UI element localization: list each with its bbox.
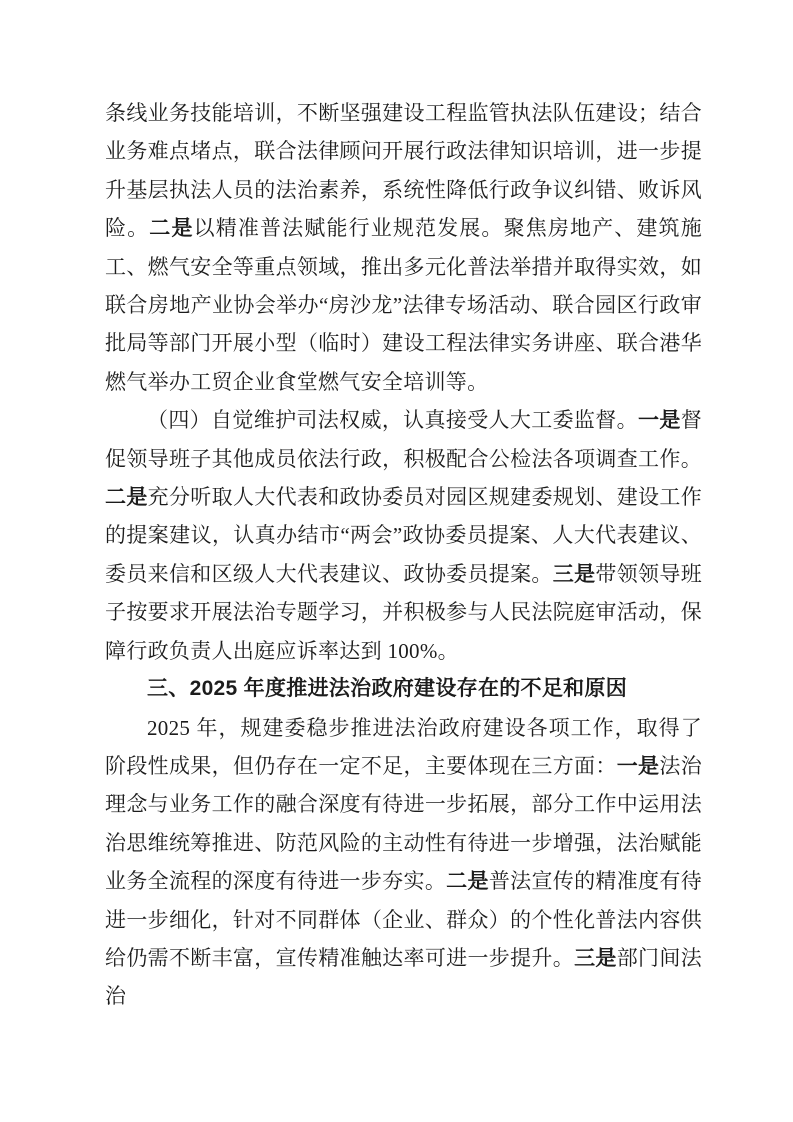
emphasis-run: 一是 xyxy=(616,753,660,778)
emphasis-run: 二是 xyxy=(446,869,489,894)
text-run: 以精准普法赋能行业规范发展。聚焦房地产、建筑施工、燃气安全等重点领域，推出多元化普法举措并取得实效，如联合房地产业协会举办“房沙龙”法律专场活动、联合园区行政审批局等部门开展小型（临时）建设工程法律实务讲座、联合港华燃气举办工贸企业食堂燃气安全培训等。 xyxy=(105,216,703,394)
emphasis-run: 三、2025 年度推进法治政府建设存在的不足和原因 xyxy=(147,677,628,701)
text-run: 带领领导班子按要求开展法治专题学习，并积极参与人民法院庭审活动，保障行政负责人出庭应诉率达到 100%。 xyxy=(105,561,702,663)
text-run: 部门间法治 xyxy=(105,945,702,1009)
shortcomings-paragraph xyxy=(105,709,702,1016)
text-run: 法治理念与业务工作的融合深度有待进一步拓展，部分工作中运用法治思维统筹推进、防范风险的主动性有待进一步增强，法治赋能业务全流程的深度有待进一步夯实。 xyxy=(105,753,702,894)
emphasis-run: 二是 xyxy=(149,216,194,241)
text-run: 2025 年，规建委稳步推进法治政府建设各项工作，取得了阶段性成果，但仍存在一定不足，主要体现在三方面： xyxy=(105,715,702,778)
text-run: 充分听取人大代表和政协委员对园区规建委规划、建设工作的提案建议，认真办结市“两会”政协委员提案、人大代表建议、委员来信和区级人大代表建议、政协委员提案。 xyxy=(105,485,702,586)
section-four-paragraph xyxy=(105,401,702,670)
emphasis-run: 二是 xyxy=(105,485,148,510)
document-body xyxy=(105,94,702,1016)
text-run: （四）自觉维护司法权威，认真接受人大工委监督。 xyxy=(147,408,638,433)
emphasis-run: 三是 xyxy=(574,945,617,970)
emphasis-run: 三是 xyxy=(552,561,596,586)
text-run: 普法宣传的精准度有待进一步细化，针对不同群体（企业、群众）的个性化普法内容供给仍需不断丰富，宣传精准触达率可进一步提升。 xyxy=(105,869,703,970)
section-three-heading xyxy=(105,670,702,708)
text-run: 督促领导班子其他成员依法行政，积极配合公检法各项调查工作。 xyxy=(105,408,702,471)
text-run: 条线业务技能培训，不断坚强建设工程监管执法队伍建设；结合业务难点堵点，联合法律顾问开展行政法律知识培训，进一步提升基层执法人员的法治素养，系统性降低行政争议纠错、败诉风险。 xyxy=(105,101,702,241)
continuation-paragraph xyxy=(105,94,702,401)
emphasis-run: 一是 xyxy=(637,408,681,433)
